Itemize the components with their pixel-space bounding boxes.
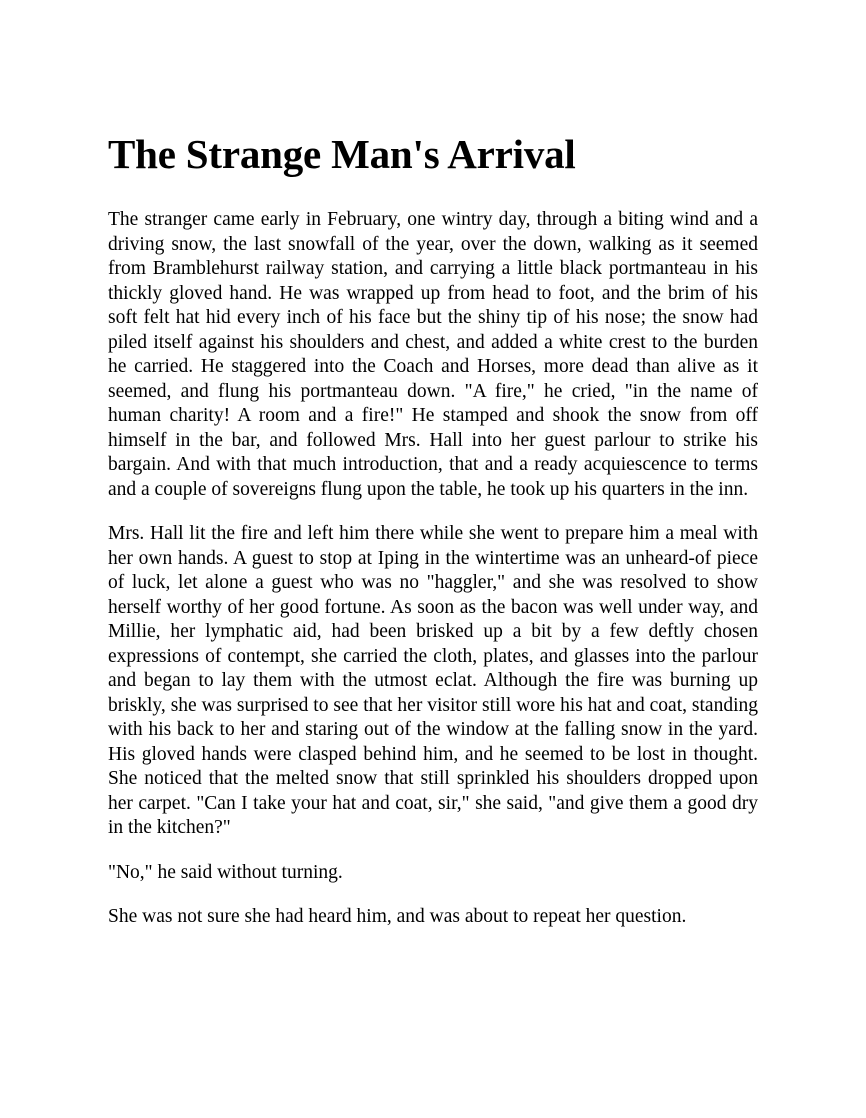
document-page [108,128,758,950]
paragraph-1: The stranger came early in February, one wintry day, through a biting wind and a driving snow, the last snowfall of the year, over the down, walking as it seemed from Bramblehurst railway station, and carrying a little black portmanteau in his thickly gloved hand. He was wrapped up from head to foot, and the brim of his soft felt hat hid every inch of his face but the shiny tip of his nose; the snow had piled itself against his shoulders and chest, and added a white crest to the burden he carried. He staggered into the Coach and Horses, more dead than alive as it seemed, and flung his portmanteau down. "A fire," he cried, "in the name of human charity! A room and a fire!" He stamped and shook the snow from off himself in the bar, and followed Mrs. Hall into her guest parlour to strike his bargain. And with that much introduction, that and a ready acquiescence to terms and a couple of sovereigns flung upon the table, he took up his quarters in the inn. [108,209,758,500]
paragraph-4: She was not sure she had heard him, and was about to repeat her question. [108,906,687,927]
page-title: The Strange Man's Arrival [108,131,576,177]
paragraph-3: "No," he said without turning. [108,861,343,883]
paragraph-2: Mrs. Hall lit the fire and left him there while she went to prepare him a meal with her own hands. A guest to stop at Iping in the wintertime was an unheard-of piece of luck, let alone a guest who was no "haggler," and she was resolved to show herself worthy of her good fortune. As soon as the bacon was well under way, and Millie, her lymphatic aid, had been brisked up a bit by a few deftly chosen expressions of contempt, she carried the cloth, plates, and glasses into the parlour and began to lay them with the utmost eclat. Although the fire was burning up briskly, she was surprised to see that her visitor still wore his hat and coat, standing with his back to her and staring out of the window at the falling snow in the yard. His gloved hands were clasped behind him, and he seemed to be lost in thought. She noticed that the melted snow that still sprinkled his shoulders dropped upon her carpet. "Can I take your hat and coat, sir," she said, "and give them a good dry in the kitchen?" [108,523,758,838]
